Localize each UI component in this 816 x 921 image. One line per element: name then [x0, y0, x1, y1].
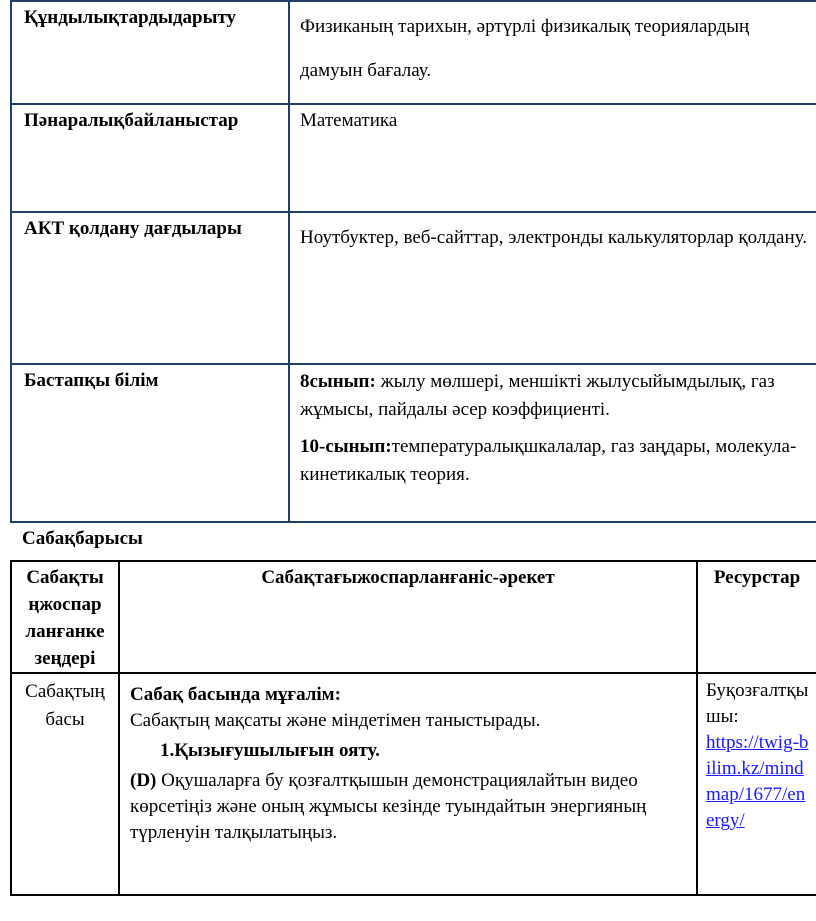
- stage-cell: [11, 673, 119, 895]
- interdisciplinary-label: Пәнаралықбайланыстар: [24, 110, 239, 131]
- header-stages-cell: [11, 561, 119, 673]
- grade10-text: температуралықшкалалар, газ заңдары, молекула-кинетикалық теория.: [300, 436, 797, 485]
- header-stages: Сабақты ңжоспар ланғанке зеңдері: [25, 567, 105, 669]
- interdisciplinary-text: Математика: [300, 110, 398, 131]
- step-heading: 1.Қызығушылығын ояту.: [160, 740, 380, 761]
- demo-paragraph: [130, 768, 690, 846]
- row-interdisciplinary: [11, 104, 816, 212]
- header-row: [11, 561, 816, 673]
- label-cell: [11, 212, 289, 364]
- grade10-label: 10-сынып:: [300, 436, 392, 457]
- value-cell: [289, 1, 816, 104]
- value-cell: [289, 212, 816, 364]
- resource-text: Буқозғалтқы шы:: [706, 680, 809, 727]
- ict-text: Ноутбуктер, веб-сайттар, электронды калькуляторлар қолдану.: [300, 227, 807, 248]
- section-heading: Сабақбарысы: [22, 528, 143, 549]
- grade10-paragraph: [290, 430, 816, 489]
- header-resources: Ресурстар: [713, 567, 801, 588]
- d-label: (D): [130, 770, 157, 791]
- resource-cell: [697, 673, 816, 895]
- grade8-text: жылу мөлшері, меншікті жылусыйымдылық, газ жұмысы, пайдалы әсер коэффициенті.: [300, 371, 775, 420]
- header-resources-cell: [697, 561, 816, 673]
- grade8-paragraph: [290, 365, 816, 424]
- label-cell: [11, 364, 289, 522]
- grade8-label: 8сынып:: [300, 371, 376, 392]
- row-values: [11, 1, 816, 104]
- values-text: Физиканың тарихын, әртүрлі физикалық теориялардың дамуын бағалау.: [300, 16, 750, 81]
- value-cell: [289, 364, 816, 522]
- values-label: Құндылықтардыдарыту: [24, 7, 237, 28]
- resource-link[interactable]: https://twig-bilim.kz/mindmap/1677/energy/: [706, 732, 809, 831]
- demo-text: Оқушаларға бу қозғалтқышын демонстрациялайтын видео көрсетіңіз және оның жұмысы кезінде туындайтын энергияның түрленуін талқылатыңыз.: [130, 770, 647, 843]
- lesson-plan-table: [10, 560, 816, 896]
- lesson-info-table: [10, 0, 816, 523]
- row-ict: [11, 212, 816, 364]
- intro-text: Сабақтың мақсаты және міндетімен таныстырады.: [130, 710, 541, 731]
- teacher-heading: Сабақ басында мұғалім:: [130, 684, 341, 705]
- lesson-start-row: [11, 673, 816, 895]
- header-activity-cell: [119, 561, 697, 673]
- resource-content: [698, 674, 816, 834]
- prior-knowledge-label: Бастапқы білім: [24, 370, 159, 391]
- activity-content: [120, 674, 696, 846]
- ict-label: АКТ қолдану дағдылары: [24, 218, 242, 239]
- stage-label: Сабақтың басы: [25, 681, 105, 730]
- label-cell: [11, 1, 289, 104]
- header-activity: Сабақтағыжоспарланғаніс-әрекет: [261, 567, 555, 588]
- row-prior-knowledge: [11, 364, 816, 522]
- label-cell: [11, 104, 289, 212]
- activity-cell: [119, 673, 697, 895]
- value-cell: [289, 104, 816, 212]
